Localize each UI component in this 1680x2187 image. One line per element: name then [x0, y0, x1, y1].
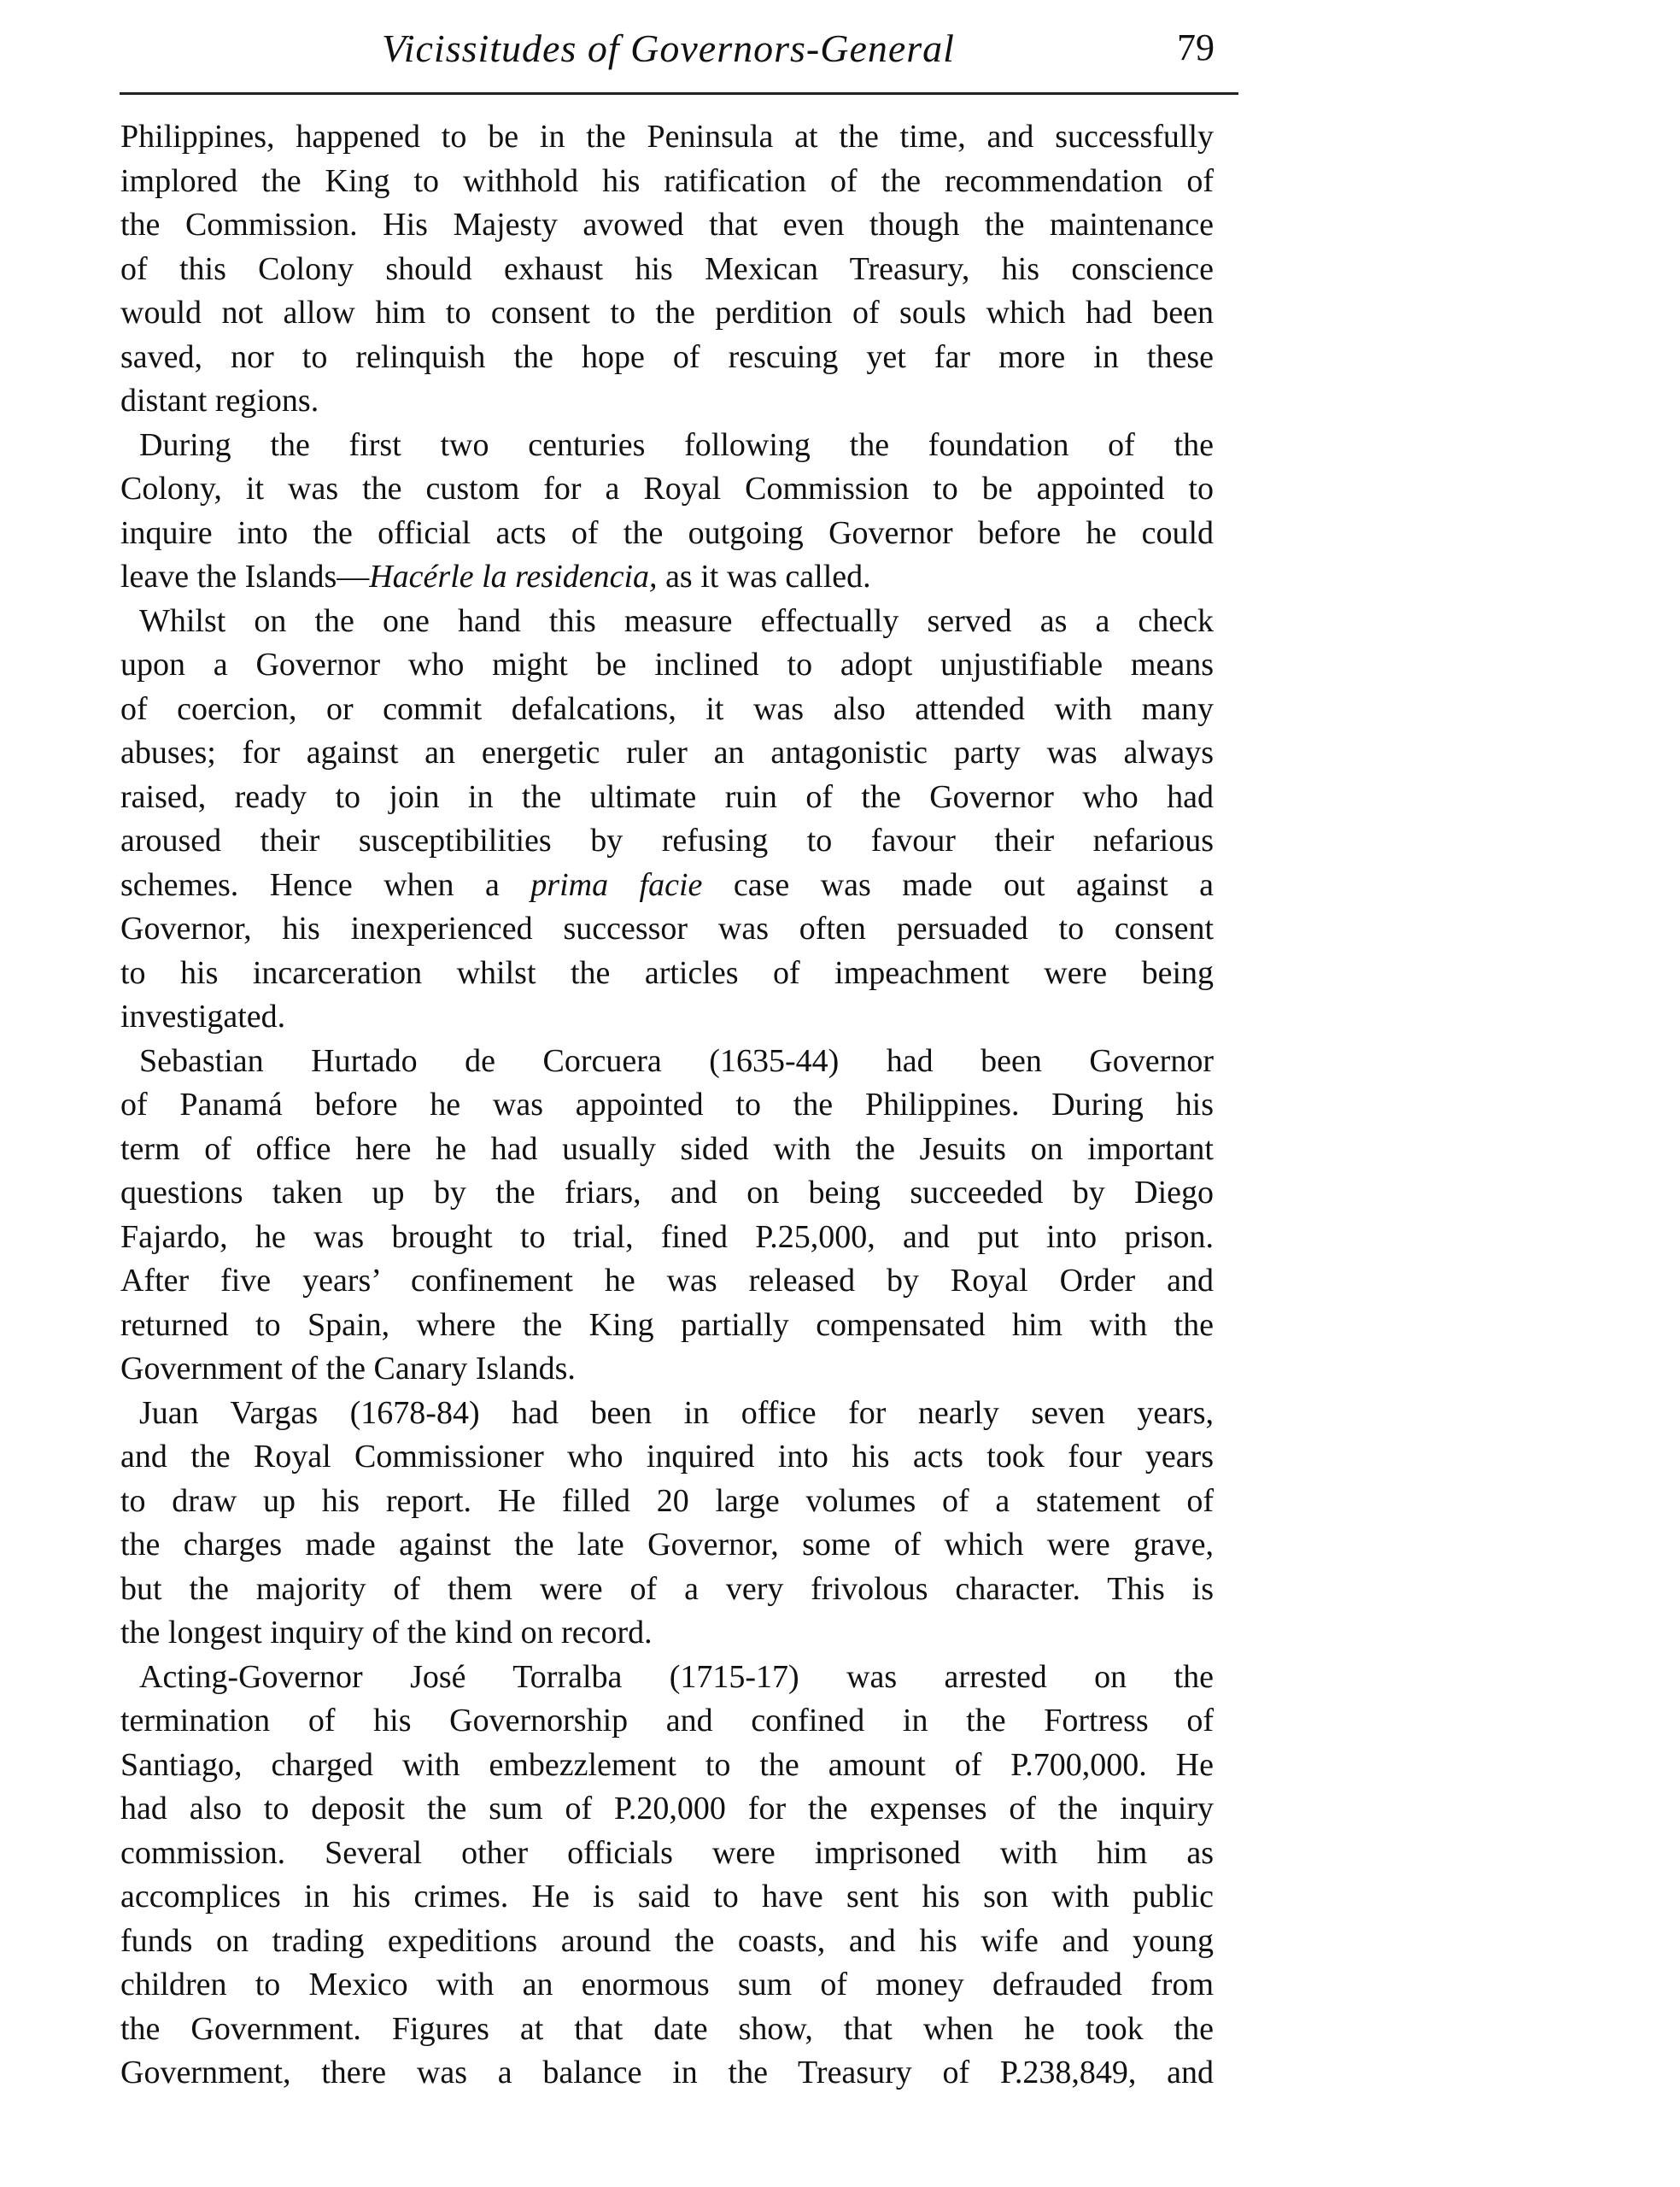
text-line: Santiago, charged with embezzlement to the amount of P.700,000. He — [120, 1746, 1214, 1783]
text-line — [120, 864, 1214, 908]
text-line: aroused their susceptibilities by refusing to favour their nefarious — [120, 823, 1214, 859]
text-line: children to Mexico with an enormous sum of money defrauded from — [120, 1967, 1214, 2002]
paragraph — [120, 1392, 1214, 1656]
text-line: Government, there was a balance in the Treasury of P.238,849, and — [120, 2055, 1214, 2090]
paragraph — [120, 424, 1214, 600]
text-line: Acting-Governor José Torralba (1715-17) was arrested on the — [139, 1658, 1214, 1695]
text-line: the charges made against the late Governor, some of which were grave, — [120, 1527, 1214, 1563]
text-line: implored the King to withhold his ratification of the recommendation of — [120, 162, 1214, 199]
text-line: term of office here he had usually sided with the Jesuits on important — [120, 1130, 1214, 1167]
text-line: funds on trading expeditions around the coasts, and his wife and young — [120, 1922, 1214, 1959]
text-line: inquire into the official acts of the outgoing Governor before he could — [120, 514, 1214, 551]
text-line: upon a Governor who might be inclined to adopt unjustifiable means — [120, 647, 1214, 683]
text-line: raised, ready to join in the ultimate ruin of the Governor who had — [120, 778, 1214, 815]
text-line: accomplices in his crimes. He is said to have sent his son with public — [120, 1879, 1214, 1914]
text-line: saved, nor to relinquish the hope of rescuing yet far more in these — [120, 338, 1214, 375]
running-header: Vicissitudes of Governors-General — [382, 26, 955, 70]
text-line — [120, 555, 1214, 600]
text-line: Philippines, happened to be in the Peninsula at the time, and successfully — [120, 119, 1214, 155]
text-line: commission. Several other officials were imprisoned with him as — [120, 1834, 1214, 1871]
text-line: the Commission. His Majesty avowed that even though the maintenance — [120, 207, 1214, 243]
italic-phrase: Hacérle la residencia, — [369, 559, 658, 595]
text-line: the longest inquiry of the kind on record. — [120, 1615, 653, 1651]
text-line: of Panamá before he was appointed to the Philippines. During his — [120, 1087, 1214, 1123]
paragraph — [120, 1040, 1214, 1392]
header-rule — [120, 92, 1238, 95]
text-line: After five years’ confinement he was released by Royal Order and — [120, 1263, 1214, 1299]
text-line: Fajardo, he was brought to trial, fined P.25,000, and put into prison. — [120, 1218, 1214, 1255]
text-line: abuses; for against an energetic ruler an antagonistic party was always — [120, 735, 1214, 771]
text-line: Governor, his inexperienced successor was often persuaded to consent — [120, 911, 1214, 947]
page-number: 79 — [1177, 26, 1215, 68]
text-segment: schemes. Hence when a — [120, 866, 531, 903]
paragraph — [120, 1656, 1214, 2096]
text-line: of coercion, or commit defalcations, it was also attended with many — [120, 690, 1214, 727]
text-line: During the first two centuries following the foundation of the — [139, 426, 1214, 463]
text-line: and the Royal Commissioner who inquired into his acts took four years — [120, 1439, 1214, 1475]
text-line: investigated. — [120, 999, 286, 1035]
text-line: Sebastian Hurtado de Corcuera (1635-44) had been Governor — [139, 1042, 1214, 1079]
text-segment: case was made out against a — [702, 866, 1215, 903]
text-line: had also to deposit the sum of P.20,000 for the expenses of the inquiry — [120, 1791, 1214, 1826]
text-line: but the majority of them were of a very frivolous character. This is — [120, 1570, 1214, 1607]
text-line: termination of his Governorship and confined in the Fortress of — [120, 1703, 1214, 1738]
text-line: returned to Spain, where the King partially compensated him with the — [120, 1306, 1214, 1343]
italic-phrase: prima facie — [530, 866, 703, 903]
text-segment: as it was called. — [657, 559, 871, 595]
text-line: of this Colony should exhaust his Mexican Treasury, his conscience — [120, 250, 1214, 287]
text-line: Colony, it was the custom for a Royal Commission to be appointed to — [120, 471, 1214, 507]
text-line: to draw up his report. He filled 20 large volumes of a statement of — [120, 1482, 1214, 1519]
text-line: Government of the Canary Islands. — [120, 1351, 576, 1387]
text-line: the Government. Figures at that date show, that when he took the — [120, 2010, 1214, 2047]
text-line: Whilst on the one hand this measure effectually served as a check — [139, 602, 1214, 639]
text-line: distant regions. — [120, 383, 319, 419]
text-line: to his incarceration whilst the articles of impeachment were being — [120, 954, 1214, 991]
paragraph — [120, 600, 1214, 1040]
text-line: would not allow him to consent to the perdition of souls which had been — [120, 295, 1214, 331]
text-line: Juan Vargas (1678-84) had been in office for nearly seven years, — [139, 1394, 1214, 1431]
paragraph — [120, 115, 1214, 424]
text-line: questions taken up by the friars, and on being succeeded by Diego — [120, 1175, 1214, 1211]
text-segment: leave the Islands— — [120, 559, 370, 595]
body-text — [120, 115, 1214, 2096]
